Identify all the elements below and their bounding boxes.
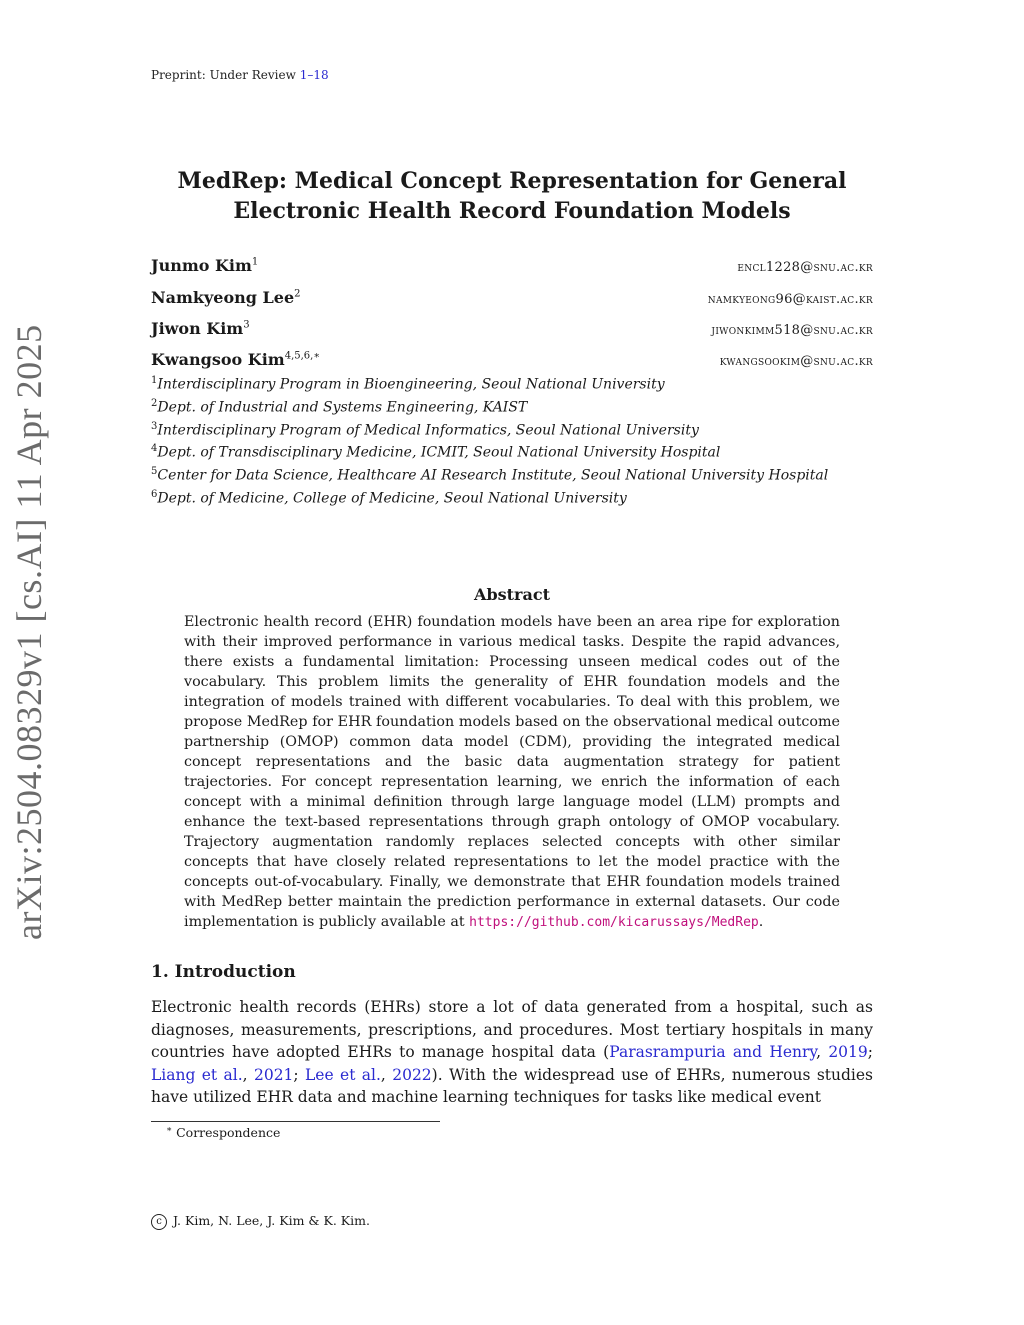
citation-link[interactable]: 2022 — [392, 1065, 432, 1084]
copyright-text: J. Kim, N. Lee, J. Kim & K. Kim. — [173, 1213, 370, 1228]
affiliation: $^4$Dept. of Transdisciplinary Medicine, ICMIT, Seoul National University Hospital — [151, 443, 721, 461]
footnote-mark: ∗ — [166, 1125, 173, 1135]
paper-title — [151, 166, 873, 226]
author-name: Jiwon Kim$^3$ — [151, 319, 250, 338]
affiliation: $^5$Center for Data Science, Healthcare AI Research Institute, Seoul National University Hospital — [151, 466, 829, 484]
page-range-link[interactable]: 1–18 — [299, 68, 329, 82]
author-name: Kwangsoo Kim$^{4,5,6,∗}$ — [151, 350, 321, 369]
affiliation: $^1$Interdisciplinary Program in Bioengineering, Seoul National University — [151, 375, 665, 393]
author-name: Junmo Kim$^1$ — [151, 256, 259, 275]
author-name: Namkyeong Lee$^2$ — [151, 288, 301, 307]
citation-link[interactable]: Lee et al. — [305, 1065, 381, 1084]
abstract-heading: Abstract — [474, 585, 550, 604]
abstract-text: Electronic health record (EHR) foundation models have been an area ripe for exploration with their improved performance in various medical tasks. Despite the rapid advances, there exists a fundamental limitation: Processing unseen medical codes out of the vocabulary. This problem limits the generality of EHR foundation models and the integration of models trained with different vocabularies. To deal with this problem, we propose MedRep for EHR foundation models based on the observational medical outcome partnership (OMOP) common data model (CDM), providing the integrated medical concept representations and the basic data augmentation strategy for patient trajectories. For concept representation learning, we enrich the information of each concept with a minimal definition through large language model (LLM) prompts and enhance the text-based representations through graph ontology of OMOP vocabulary. Trajectory augmentation randomly replaces selected concepts with other similar concepts that have closely related representations to let the model practice with the concepts out-of-vocabulary. Finally, we demonstrate that EHR foundation models trained with MedRep better maintain the prediction performance in external datasets. Our code implementation is publicly available at — [184, 614, 840, 930]
affiliation: $^6$Dept. of Medicine, College of Medicine, Seoul National University — [151, 489, 627, 507]
citation-link[interactable]: Liang et al. — [151, 1065, 243, 1084]
title-line-2: Electronic Health Record Foundation Models — [233, 198, 791, 224]
author-email: encl1228@snu.ac.kr — [737, 260, 873, 275]
title-line-1: MedRep: Medical Concept Representation for General — [177, 168, 847, 194]
author-superscript: 2 — [294, 288, 301, 300]
author-superscript: 1 — [251, 256, 259, 268]
copyright-icon: c — [151, 1214, 167, 1230]
arxiv-stamp: arXiv:2504.08329v1 [cs.AI] 11 Apr 2025 — [9, 324, 49, 940]
code-url-link[interactable]: https://github.com/kicarussays/MedRep — [469, 915, 759, 930]
author-email: namkyeong96@kaist.ac.kr — [707, 292, 873, 307]
footnote-rule — [151, 1121, 440, 1122]
preprint-label: Preprint: Under Review — [151, 68, 296, 82]
citation-link[interactable]: 2021 — [253, 1065, 294, 1084]
affiliation: $^3$Interdisciplinary Program of Medical Informatics, Seoul National University — [151, 421, 699, 439]
preprint-header — [151, 68, 329, 82]
section-heading-introduction: 1. Introduction — [151, 962, 296, 982]
author-email: kwangsookim@snu.ac.kr — [719, 354, 873, 369]
abstract-body: Electronic health record (EHR) foundation models have been an area ripe for exploration with their improved performance in various medical tasks. Despite the rapid advances, there exists a fundamental limitation: Processing unseen medical codes out of the vocabulary. This problem limits the generality of EHR foundation models and the integration of models trained with different vocabularies. To deal with this problem, we propose MedRep for EHR foundation models based on the observational medical outcome partnership (OMOP) common data model (CDM), providing the integrated medical concept representations and the basic data augmentation strategy for patient trajectories. For concept representation learning, we enrich the information of each concept with a minimal definition through large language model (LLM) prompts and enhance the text-based representations through graph ontology of OMOP vocabulary. Trajectory augmentation randomly replaces selected concepts with other similar concepts that have closely related representations to let the model practice with the concepts out-of-vocabulary. Finally, we demonstrate that EHR foundation models trained with MedRep better maintain the prediction performance in external datasets. Our code implementation is publicly available at https://github.com/kicarussays/MedRep. — [184, 614, 840, 930]
citation-link[interactable]: 2019 — [828, 1043, 868, 1061]
author-superscript: 4,5,6,∗ — [284, 350, 321, 362]
author-email: jiwonkimm518@snu.ac.kr — [711, 323, 873, 338]
citation-link[interactable]: Parasrampuria and Henry — [609, 1043, 817, 1061]
intro-paragraph: Electronic health records (EHRs) store a lot of data generated from a hospital, such as diagnoses, measurements, prescriptions, and procedures. Most tertiary hospitals in many countries have adopted EHRs to manage hospital data (Parasrampuria and Henry, 2019; Liang et al., 2021; Lee et al., 2022). With the widespread use of EHRs, numerous studies have utilized EHR data and machine learning techniques for tasks like medical event — [151, 998, 873, 1106]
copyright-line — [151, 1213, 370, 1230]
affiliation: $^2$Dept. of Industrial and Systems Engineering, KAIST — [151, 398, 528, 416]
author-superscript: 3 — [243, 319, 250, 331]
footnote: ∗ Correspondence — [166, 1125, 281, 1141]
